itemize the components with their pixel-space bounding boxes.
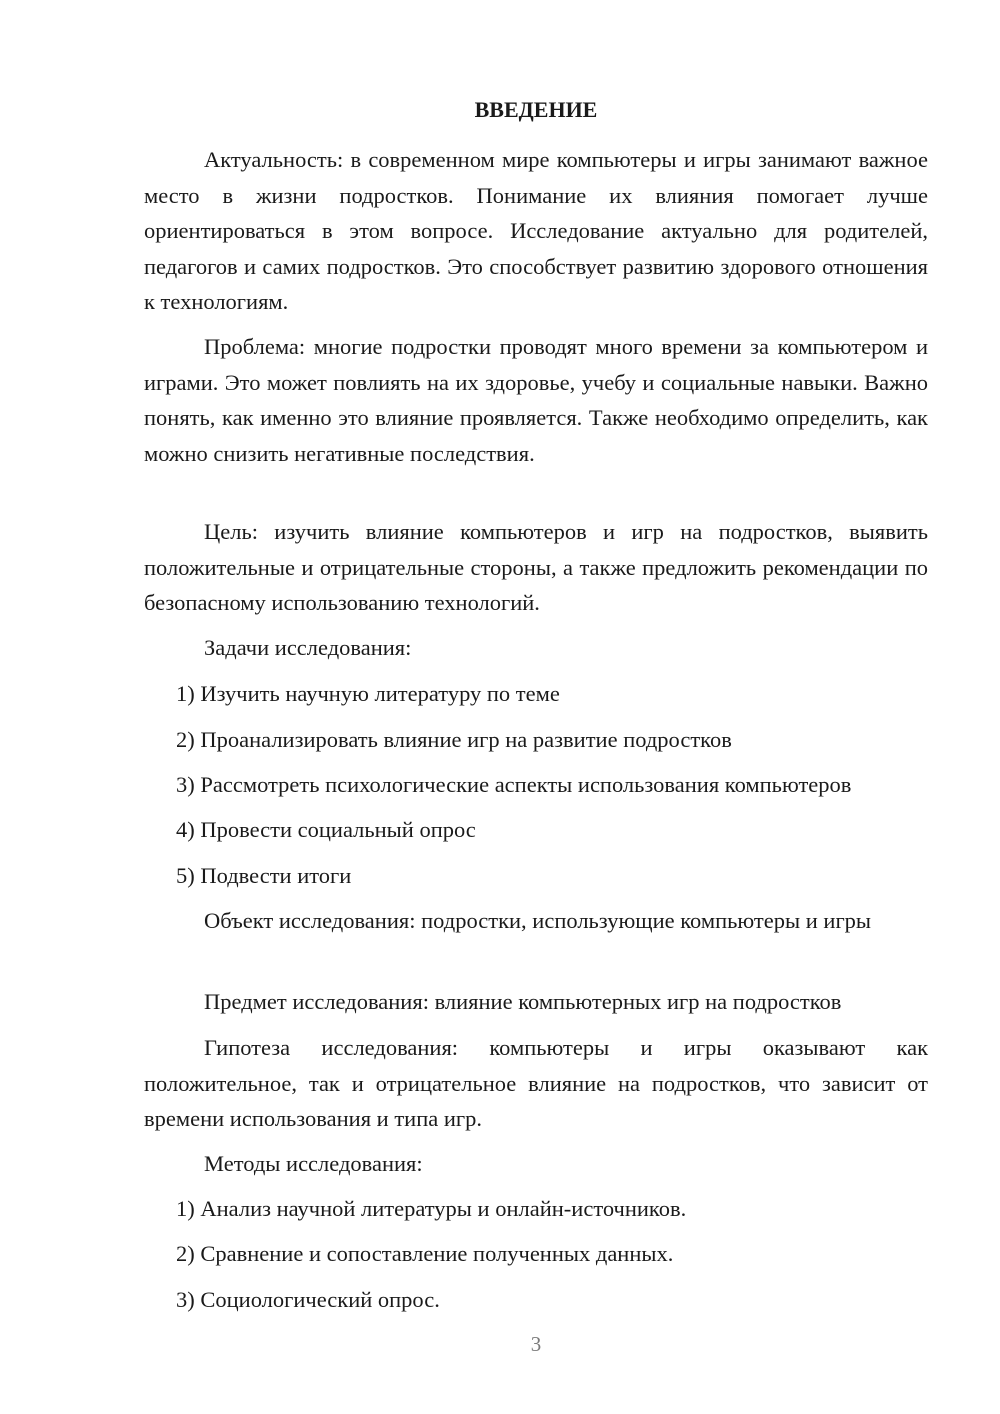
relevance-paragraph: Актуальность: в современном мире компьютеры и игры занимают важное место в жизни подростков. Понимание их влияния помогает лучше ориентироваться в этом вопросе. Исследование актуально для родителей, педагогов и самих подростков. Это способствует развитию здорового отношения к технологиям.: [144, 147, 928, 314]
method-item: 3) Социологический опрос.: [176, 1287, 440, 1312]
hypothesis-paragraph: Гипотеза исследования: компьютеры и игры оказывают как положительное, так и отрицательное влияние на подростков, что зависит от времени использования и типа игр.: [144, 1035, 928, 1131]
section-title: ВВЕДЕНИЕ: [474, 97, 598, 122]
page-number: 3: [530, 1332, 542, 1356]
method-item: 2) Сравнение и сопоставление полученных данных.: [176, 1241, 674, 1266]
tasks-heading: Задачи исследования:: [204, 635, 412, 660]
method-item: 1) Анализ научной литературы и онлайн-источников.: [176, 1196, 687, 1221]
task-item: 4) Провести социальный опрос: [176, 817, 476, 842]
methods-heading: Методы исследования:: [204, 1151, 423, 1176]
task-item: 2) Проанализировать влияние игр на развитие подростков: [176, 727, 732, 752]
task-item: 3) Рассмотреть психологические аспекты использования компьютеров: [176, 772, 852, 797]
task-item: 5) Подвести итоги: [176, 863, 352, 888]
goal-paragraph: Цель: изучить влияние компьютеров и игр на подростков, выявить положительные и отрицательные стороны, а также предложить рекомендации по безопасному использованию технологий.: [144, 519, 928, 615]
subject-paragraph: Предмет исследования: влияние компьютерных игр на подростков: [204, 989, 842, 1014]
object-paragraph: Объект исследования: подростки, использующие компьютеры и игры: [204, 908, 872, 933]
problem-paragraph: Проблема: многие подростки проводят много времени за компьютером и играми. Это может повлиять на их здоровье, учебу и социальные навыки. Важно понять, как именно это влияние проявляется. Также необходимо определить, как можно снизить негативные последствия.: [144, 334, 928, 466]
task-item: 1) Изучить научную литературу по теме: [176, 681, 560, 706]
